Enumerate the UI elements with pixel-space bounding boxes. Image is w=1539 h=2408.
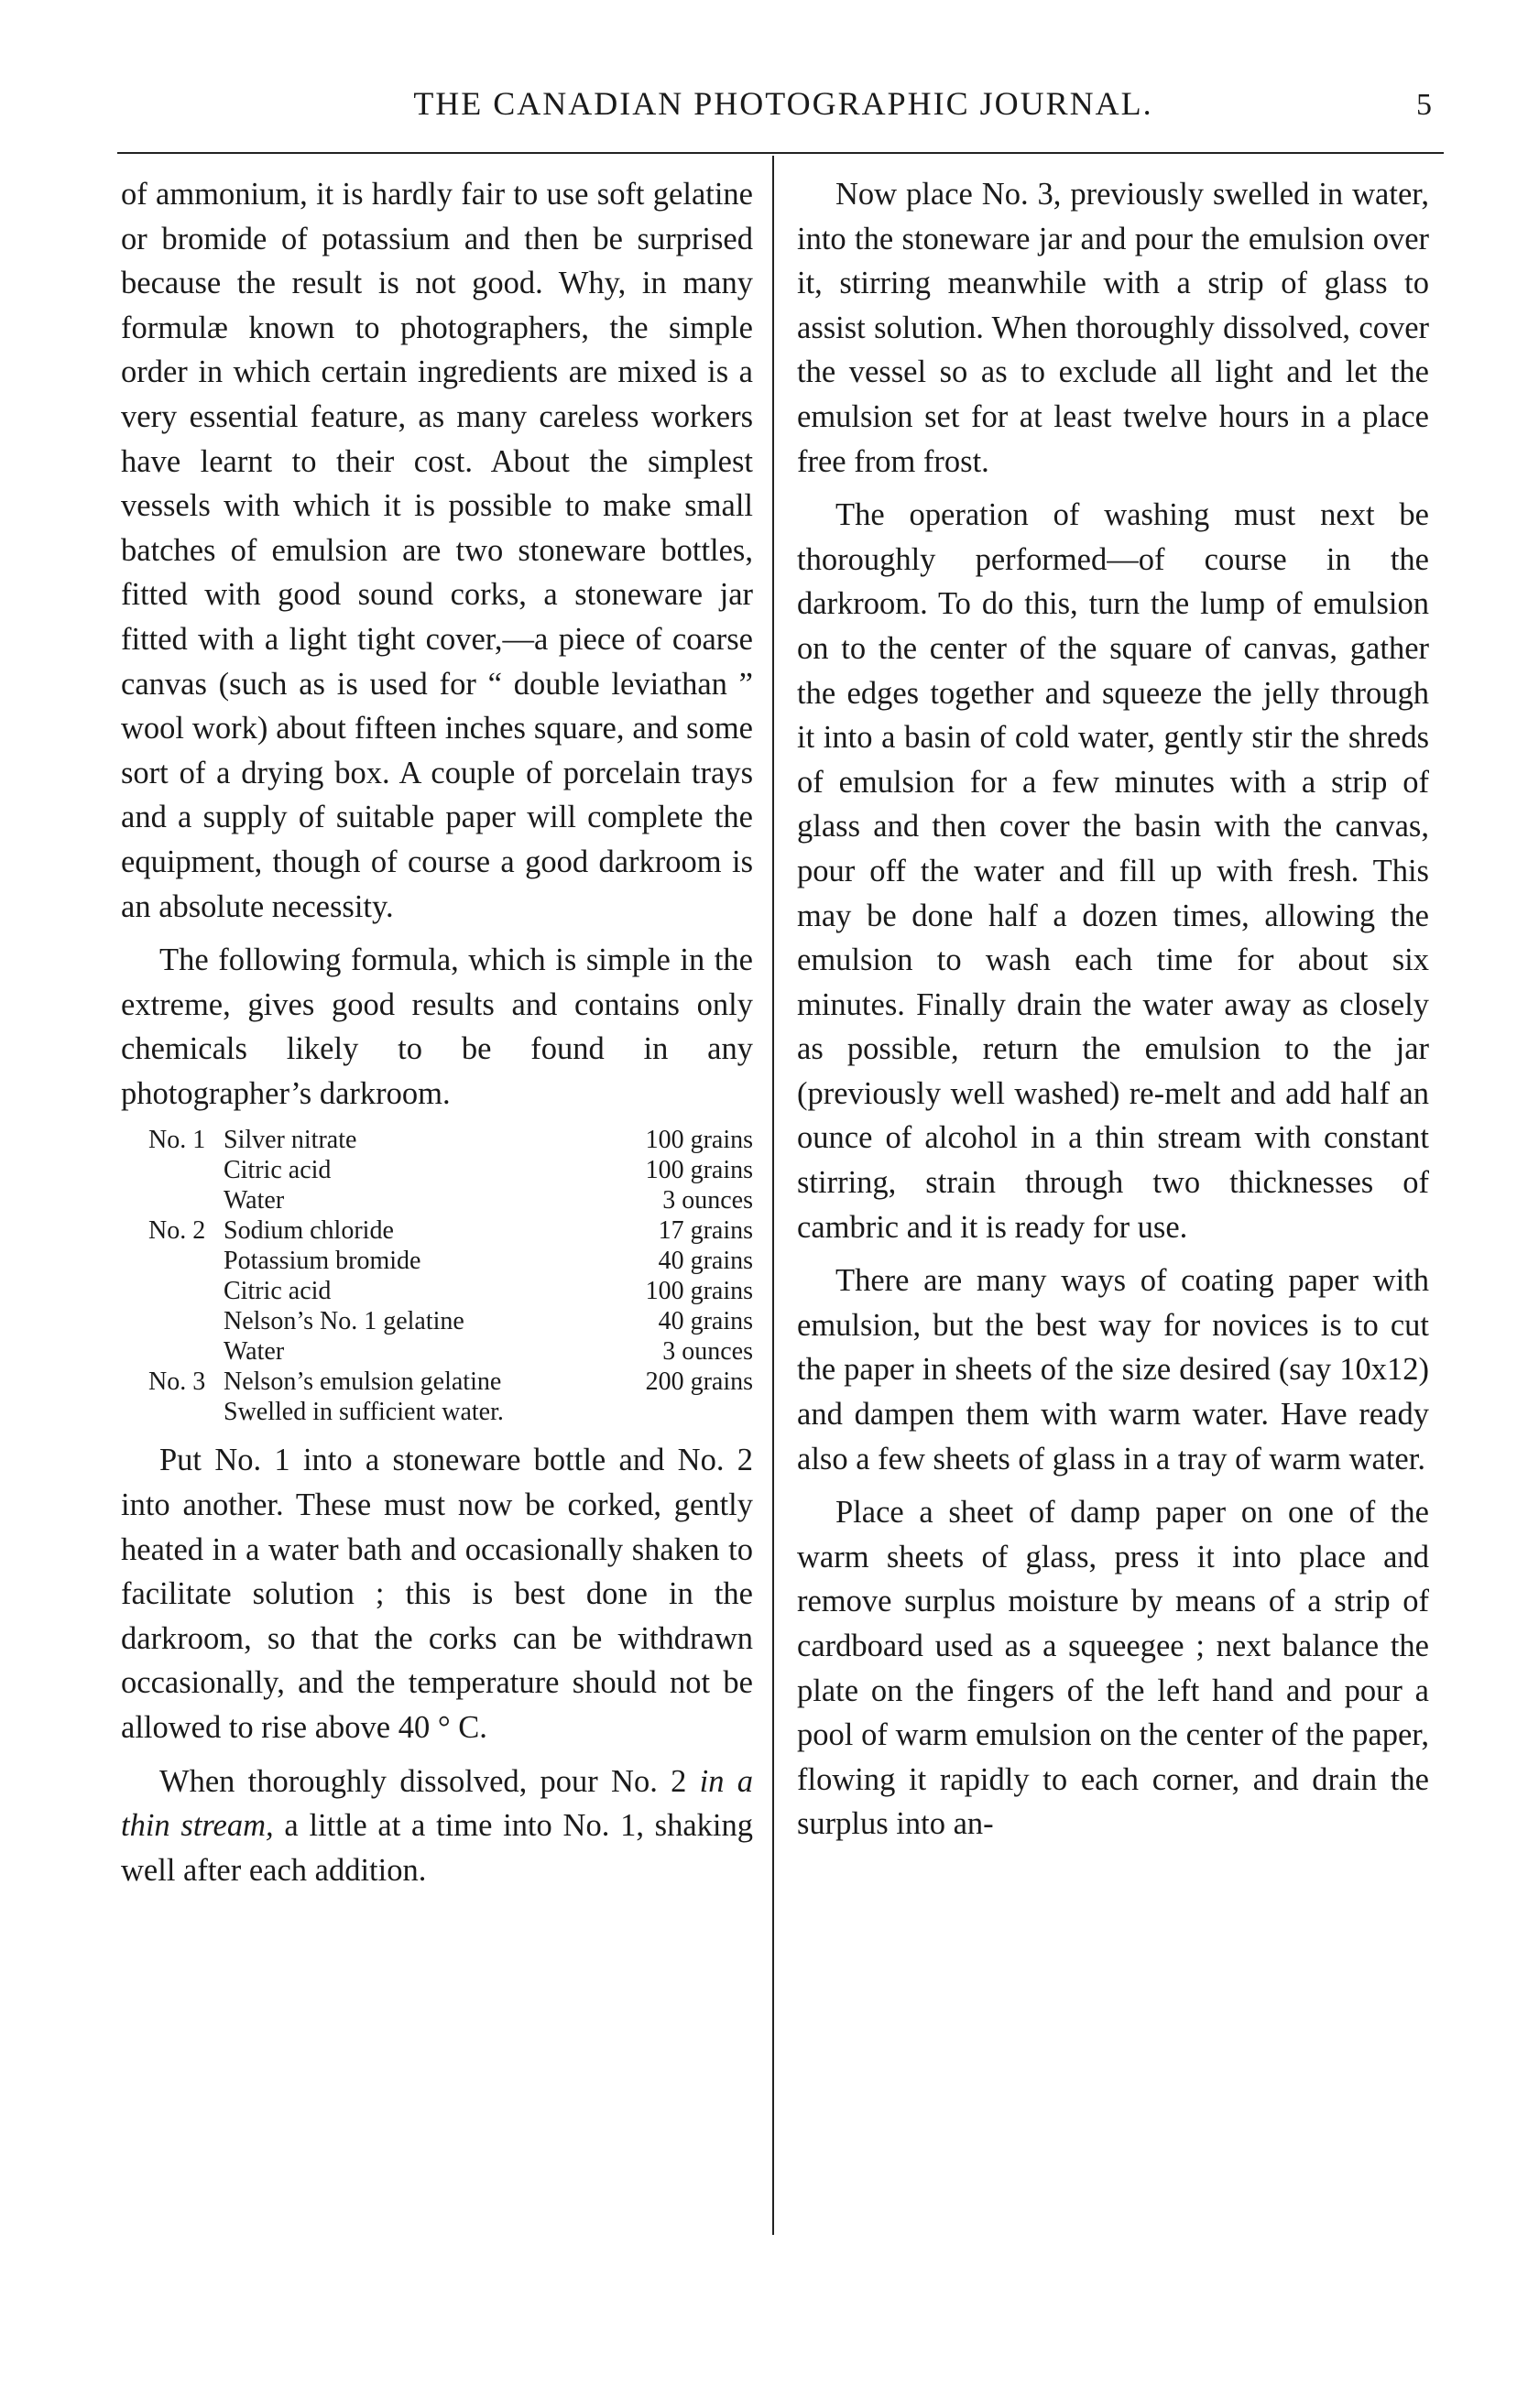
formula-ingredient: Silver nitrate [224, 1126, 357, 1155]
formula-number: No. 1 [148, 1126, 206, 1155]
formula-number [121, 1246, 224, 1276]
formula-ingredient: Potassium bromide [224, 1247, 421, 1276]
column-divider [772, 156, 774, 2235]
formula-ingredient: Nelson’s emulsion gelatine [224, 1367, 502, 1397]
paragraph [121, 1760, 753, 1893]
formula-row [121, 1367, 753, 1397]
formula-row [121, 1276, 753, 1306]
formula-row [121, 1155, 753, 1185]
page-number: 5 [1416, 88, 1432, 122]
formula-number [121, 1185, 224, 1215]
formula-row [121, 1125, 753, 1155]
formula-quantity: 17 grains [658, 1216, 753, 1246]
formula-number [121, 1155, 224, 1185]
text-run: a little at a time into No. 1, shaking well after each addition. [121, 1808, 753, 1888]
paragraph: Put No. 1 into a stoneware bottle and No. 2 into another. These must now be corked, gently heated in a water bath and occasionally shaken to facilitate solution ; this is best done in the darkroom, so that the corks can be withdrawn occasionally, and the temperature should not be allowed to rise above 40 ° C. [121, 1443, 753, 1746]
formula-number [121, 1306, 224, 1336]
running-head [124, 84, 1443, 139]
formula-number [121, 1336, 224, 1367]
formula-quantity: 40 grains [658, 1247, 753, 1276]
formula-quantity: 100 grains [645, 1277, 753, 1306]
journal-title: THE CANADIAN PHOTOGRAPHIC JOURNAL. [413, 85, 1153, 122]
formula-number [121, 1276, 224, 1306]
formula-quantity: 100 grains [645, 1156, 753, 1185]
formula-quantity: 3 ounces [662, 1186, 753, 1215]
paragraph: of ammonium, it is hardly fair to use soft gelatine or bromide of potassium and then be surprised because the result is not good. Why, in many formulæ known to photographers, the simple order in which certain ingredients are mixed is a very essential feature, as many careless workers have learnt to their cost. About the simplest vessels with which it is possible to make small batches of emulsion are two stoneware bottles, fitted with good sound corks, a stoneware jar fitted with a light tight cover,—a piece of coarse canvas (such as is used for “ double leviathan ” wool work) about fifteen inches square, and some sort of a drying box. A couple of porcelain trays and a supply of suitable paper will complete the equipment, though of course a good darkroom is an absolute necessity. [121, 177, 753, 924]
formula-quantity: 40 grains [658, 1307, 753, 1336]
formula-quantity: 100 grains [645, 1126, 753, 1155]
formula-ingredient: Nelson’s No. 1 gelatine [224, 1307, 464, 1336]
formula-row [121, 1336, 753, 1367]
formula-number: No. 3 [148, 1367, 206, 1397]
formula-row [121, 1185, 753, 1215]
paragraph: Place a sheet of damp paper on one of the warm sheets of glass, press it into place and remove surplus moisture by means of a strip of cardboard used as a squeegee ; next balance the plate on the fingers of the left hand and pour a pool of warm emulsion on the center of the paper, flowing it rapidly to each corner, and drain the surplus into an- [797, 1495, 1429, 1842]
header-rule [117, 152, 1444, 154]
formula-row [121, 1246, 753, 1276]
paragraph: Now place No. 3, previously swelled in water, into the stoneware jar and pour the emulsion over it, stirring meanwhile with a strip of glass to assist solution. When thoroughly dissolved, cover the vessel so as to exclude all light and let the emulsion set for at least twelve hours in a place free from frost. [797, 177, 1429, 479]
formula-ingredient: Sodium chloride [224, 1216, 394, 1246]
left-column [121, 172, 753, 1901]
italic-text: in a thin stream, [121, 1763, 753, 1844]
formula-table [121, 1125, 753, 1427]
formula-quantity: 200 grains [645, 1367, 753, 1397]
formula-number: No. 2 [148, 1216, 206, 1246]
text-run: When thoroughly dissolved, pour No. 2 [159, 1763, 700, 1799]
formula-ingredient: Citric acid [224, 1156, 332, 1185]
formula-ingredient: Water [224, 1337, 285, 1367]
formula-ingredient: Citric acid [224, 1277, 332, 1306]
paragraph: The operation of washing must next be thoroughly performed—of course in the darkroom. To do this, turn the lump of emulsion on to the center of the square of canvas, gather the edges together and squeeze the jelly through it into a basin of cold water, gently stir the shreds of emulsion for a few minutes with a strip of glass and then cover the basin with the canvas, pour off the water and fill up with fresh. This may be done half a dozen times, allowing the emulsion to wash each time for about six minutes. Finally drain the water away as closely as possible, return the emulsion to the jar (previously well washed) re-melt and add half an ounce of alcohol in a thin stream with constant stirring, strain through two thicknesses of cambric and it is ready for use. [797, 497, 1429, 1245]
formula-ingredient: Water [224, 1186, 285, 1215]
formula-row [121, 1215, 753, 1246]
formula-note: Swelled in sufficient water. [224, 1398, 504, 1427]
paragraph: The following formula, which is simple in the extreme, gives good results and contains only chemicals likely to be found in any photographer’s darkroom. [121, 942, 753, 1111]
right-column [797, 172, 1429, 1856]
paragraph: There are many ways of coating paper with emulsion, but the best way for novices is to cut the paper in sheets of the size desired (say 10x12) and dampen them with warm water. Have ready also a few sheets of glass in a tray of warm water. [797, 1263, 1429, 1476]
formula-row [121, 1306, 753, 1336]
formula-quantity: 3 ounces [662, 1337, 753, 1367]
